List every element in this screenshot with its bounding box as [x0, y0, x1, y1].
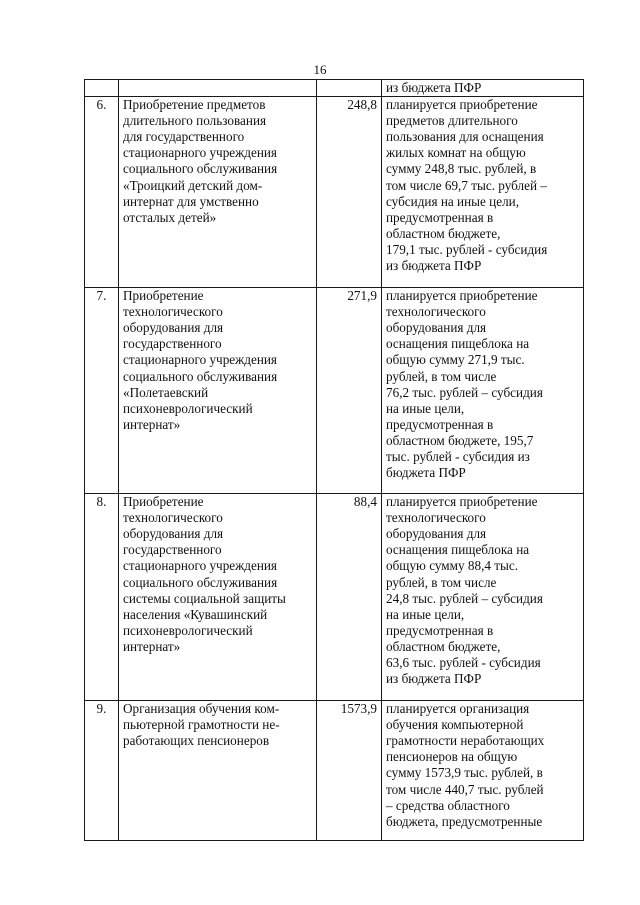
description-line: государственного: [123, 336, 222, 352]
description-cell: [119, 97, 317, 288]
note-line: оснащения пищеблока на: [386, 336, 530, 352]
note-cell: [382, 288, 584, 494]
description-line: для государственного: [123, 129, 245, 145]
note-line: 76,2 тыс. рублей – субсидия: [386, 384, 543, 400]
description-cell: [119, 494, 317, 701]
description-line: работающих пенсионеров: [123, 733, 270, 749]
description-line: пьютерной грамотности не-: [123, 717, 280, 733]
table-row-continuation: [85, 80, 584, 97]
amount-cell: 88,4: [317, 494, 382, 701]
note-line: оснащения пищеблока на: [386, 542, 530, 558]
description-cell: [119, 701, 317, 841]
note-line: рублей, в том числе: [386, 368, 497, 384]
note-line: том числе 440,7 тыс. рублей: [386, 781, 544, 797]
note-line: областном бюджете,: [386, 638, 501, 654]
note-line: планируется приобретение: [386, 97, 538, 113]
description-line: интернат»: [123, 416, 181, 432]
note-line: жилых комнат на общую: [386, 145, 526, 161]
page-number: 16: [313, 62, 327, 77]
description-line: стационарного учреждения: [123, 558, 277, 574]
note-line: из бюджета ПФР: [386, 671, 482, 687]
note-cell: [382, 80, 584, 97]
note-line: рублей, в том числе: [386, 574, 497, 590]
note-line: планируется приобретение: [386, 288, 538, 304]
note-line: сумму 248,8 тыс. рублей, в: [386, 161, 537, 177]
description-line: технологического: [123, 304, 223, 320]
note-cell: [382, 494, 584, 701]
note-line: тыс. рублей - субсидия из: [386, 449, 530, 465]
note-line: общую сумму 88,4 тыс.: [386, 558, 519, 574]
description-cell: [119, 288, 317, 494]
description-line: социального обслуживания: [123, 161, 278, 177]
description-line: государственного: [123, 542, 222, 558]
note-line: оборудования для: [386, 320, 487, 336]
note-line: технологического: [386, 304, 486, 320]
description-line: социального обслуживания: [123, 574, 278, 590]
table-row: [85, 701, 584, 841]
amount-cell: 271,9: [317, 288, 382, 494]
note-line: субсидия на иные цели,: [386, 193, 520, 209]
note-line: 63,6 тыс. рублей - субсидия: [386, 655, 541, 671]
table-row: [85, 288, 584, 494]
description-line: стационарного учреждения: [123, 145, 277, 161]
note-line: общую сумму 271,9 тыс.: [386, 352, 525, 368]
note-line: том числе 69,7 тыс. рублей –: [386, 177, 547, 193]
row-number-cell: 7.: [85, 288, 119, 494]
table-row: [85, 97, 584, 288]
description-line: «Троицкий детский дом-: [123, 177, 263, 193]
note-line: 24,8 тыс. рублей – субсидия: [386, 590, 543, 606]
note-line: предусмотренная в: [386, 622, 494, 638]
note-line: сумму 1573,9 тыс. рублей, в: [386, 765, 543, 781]
description-line: оборудования для: [123, 320, 224, 336]
description-line: длительного пользования: [123, 113, 267, 129]
description-line: технологического: [123, 510, 223, 526]
row-number-cell: 6.: [85, 97, 119, 288]
amount-cell: 248,8: [317, 97, 382, 288]
note-line: пенсионеров на общую: [386, 749, 518, 765]
note-line: бюджета ПФР: [386, 465, 466, 481]
note-line: технологического: [386, 510, 486, 526]
description-line: Организация обучения ком-: [123, 701, 280, 717]
note-line: бюджета, предусмотренные: [386, 813, 543, 829]
description-cell: [119, 80, 317, 97]
description-line: населения «Кувашинский: [123, 606, 268, 622]
note-line: из бюджета ПФР: [386, 258, 482, 274]
table-row: [85, 494, 584, 701]
note-line: 179,1 тыс. рублей - субсидия: [386, 241, 548, 257]
note-line: планируется приобретение: [386, 494, 538, 510]
note-line: областном бюджете, 195,7: [386, 432, 534, 448]
amount-cell: 1573,9: [317, 701, 382, 841]
note-line: – средства областного: [386, 797, 510, 813]
description-line: отсталых детей»: [123, 209, 217, 225]
note-line: на иные цели,: [386, 606, 465, 622]
note-line: на иные цели,: [386, 400, 465, 416]
description-line: интернат для умственно: [123, 193, 259, 209]
row-number-cell: 8.: [85, 494, 119, 701]
description-line: психоневрологический: [123, 622, 253, 638]
description-line: Приобретение: [123, 288, 204, 304]
description-line: Приобретение: [123, 494, 204, 510]
description-line: «Полетаевский: [123, 384, 209, 400]
note-cell: [382, 97, 584, 288]
description-line: интернат»: [123, 638, 181, 654]
note-line: пользования для оснащения: [386, 129, 544, 145]
description-line: социального обслуживания: [123, 368, 278, 384]
note-line: обучения компьютерной: [386, 717, 524, 733]
note-line: предусмотренная в: [386, 209, 494, 225]
note-line: оборудования для: [386, 526, 487, 542]
note-line: грамотности неработающих: [386, 733, 545, 749]
row-number-cell: [85, 80, 119, 97]
note-line: предметов длительного: [386, 113, 518, 129]
description-line: оборудования для: [123, 526, 224, 542]
row-number-cell: 9.: [85, 701, 119, 841]
description-line: стационарного учреждения: [123, 352, 277, 368]
description-line: системы социальной защиты: [123, 590, 286, 606]
description-line: Приобретение предметов: [123, 97, 266, 113]
note-cell: [382, 701, 584, 841]
note-line: планируется организация: [386, 701, 530, 717]
note-line: предусмотренная в: [386, 416, 494, 432]
description-line: психоневрологический: [123, 400, 253, 416]
note-line: областном бюджете,: [386, 225, 501, 241]
note-line: из бюджета ПФР: [386, 80, 482, 95]
amount-cell: [317, 80, 382, 97]
program-table: [84, 79, 584, 841]
